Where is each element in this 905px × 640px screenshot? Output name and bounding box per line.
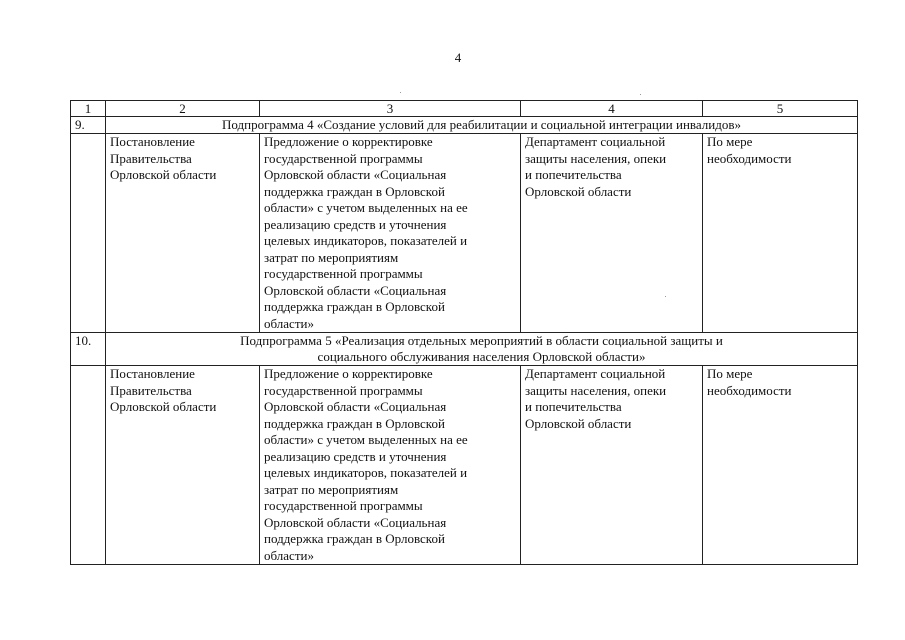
- page-number: 4: [454, 50, 462, 65]
- cell-line: целевых индикаторов, показателей и: [264, 465, 468, 480]
- empty-number-cell: [71, 134, 106, 333]
- cell-line: затрат по мероприятиям: [264, 481, 399, 497]
- document-table: [70, 100, 858, 565]
- section-number-10: 10.: [71, 333, 106, 366]
- table-row-9: [71, 134, 858, 333]
- cell-line: государственной программы: [264, 266, 423, 281]
- cell-line: поддержка граждан в Орловской: [264, 299, 445, 314]
- cell-line: государственной программы: [264, 498, 423, 513]
- cell-line: области»: [264, 315, 314, 331]
- cell-line: Орловской области: [525, 183, 632, 199]
- document-type-cell: [106, 134, 260, 333]
- header-cell-1: 1: [71, 101, 106, 117]
- cell-line: государственной программы: [264, 150, 423, 166]
- cell-line: Орловской области «Социальная: [264, 514, 447, 530]
- cell-line: Орловской области: [110, 399, 217, 414]
- cell-line: Правительства: [110, 382, 192, 398]
- cell-line: По мере: [707, 134, 753, 149]
- cell-line: По мере: [707, 366, 753, 381]
- cell-line: области»: [264, 547, 314, 563]
- cell-line: Постановление: [110, 134, 195, 149]
- cell-line: необходимости: [707, 150, 792, 166]
- header-cell-2: 2: [106, 101, 260, 117]
- document-type-cell: [106, 366, 260, 565]
- cell-line: области» с учетом выделенных на ее: [264, 200, 468, 215]
- header-cell-3: 3: [260, 101, 521, 117]
- cell-line: Департамент социальной: [525, 366, 666, 381]
- section-number-9: 9.: [71, 117, 106, 134]
- title-line: социального обслуживания населения Орловской области»: [317, 349, 646, 364]
- cell-line: целевых индикаторов, показателей и: [264, 233, 468, 248]
- empty-number-cell: [71, 366, 106, 565]
- cell-line: и попечительства: [525, 399, 622, 414]
- department-cell: [521, 366, 703, 565]
- cell-line: поддержка граждан в Орловской: [264, 183, 445, 199]
- cell-line: Орловской области «Социальная: [264, 282, 447, 298]
- scan-speck: [400, 92, 401, 93]
- cell-line: Постановление: [110, 366, 195, 381]
- cell-line: Предложение о корректировке: [264, 366, 433, 381]
- cell-line: Орловской области: [110, 167, 217, 182]
- scan-speck: [665, 296, 666, 297]
- cell-line: и попечительства: [525, 167, 622, 182]
- deadline-cell: [703, 134, 858, 333]
- description-cell: [260, 366, 521, 565]
- deadline-cell: [703, 366, 858, 565]
- cell-line: области» с учетом выделенных на ее: [264, 432, 468, 447]
- subprogram-row-9: [71, 117, 858, 134]
- department-cell: [521, 134, 703, 333]
- cell-line: поддержка граждан в Орловской: [264, 415, 445, 431]
- cell-line: реализацию средств и уточнения: [264, 216, 447, 232]
- cell-line: Департамент социальной: [525, 134, 666, 149]
- subprogram-title-10: [106, 333, 858, 366]
- cell-line: Правительства: [110, 150, 192, 166]
- scan-speck: [640, 94, 641, 95]
- title-line: Подпрограмма 5 «Реализация отдельных мероприятий в области социальной защиты и: [240, 333, 723, 348]
- cell-line: защиты населения, опеки: [525, 150, 667, 166]
- cell-line: Орловской области: [525, 415, 632, 431]
- header-cell-4: 4: [521, 101, 703, 117]
- cell-line: Орловской области «Социальная: [264, 167, 447, 182]
- cell-line: государственной программы: [264, 382, 423, 398]
- subprogram-title-9: Подпрограмма 4 «Создание условий для реабилитации и социальной интеграции инвалидов»: [106, 117, 858, 134]
- cell-line: затрат по мероприятиям: [264, 249, 399, 265]
- cell-line: Предложение о корректировке: [264, 134, 433, 149]
- header-cell-5: 5: [703, 101, 858, 117]
- cell-line: необходимости: [707, 382, 792, 398]
- description-cell: [260, 134, 521, 333]
- cell-line: Орловской области «Социальная: [264, 399, 447, 414]
- table-header-row: [71, 101, 858, 117]
- table-row-10: [71, 366, 858, 565]
- cell-line: поддержка граждан в Орловской: [264, 531, 445, 546]
- cell-line: защиты населения, опеки: [525, 382, 667, 398]
- cell-line: реализацию средств и уточнения: [264, 448, 447, 464]
- subprogram-row-10: [71, 333, 858, 366]
